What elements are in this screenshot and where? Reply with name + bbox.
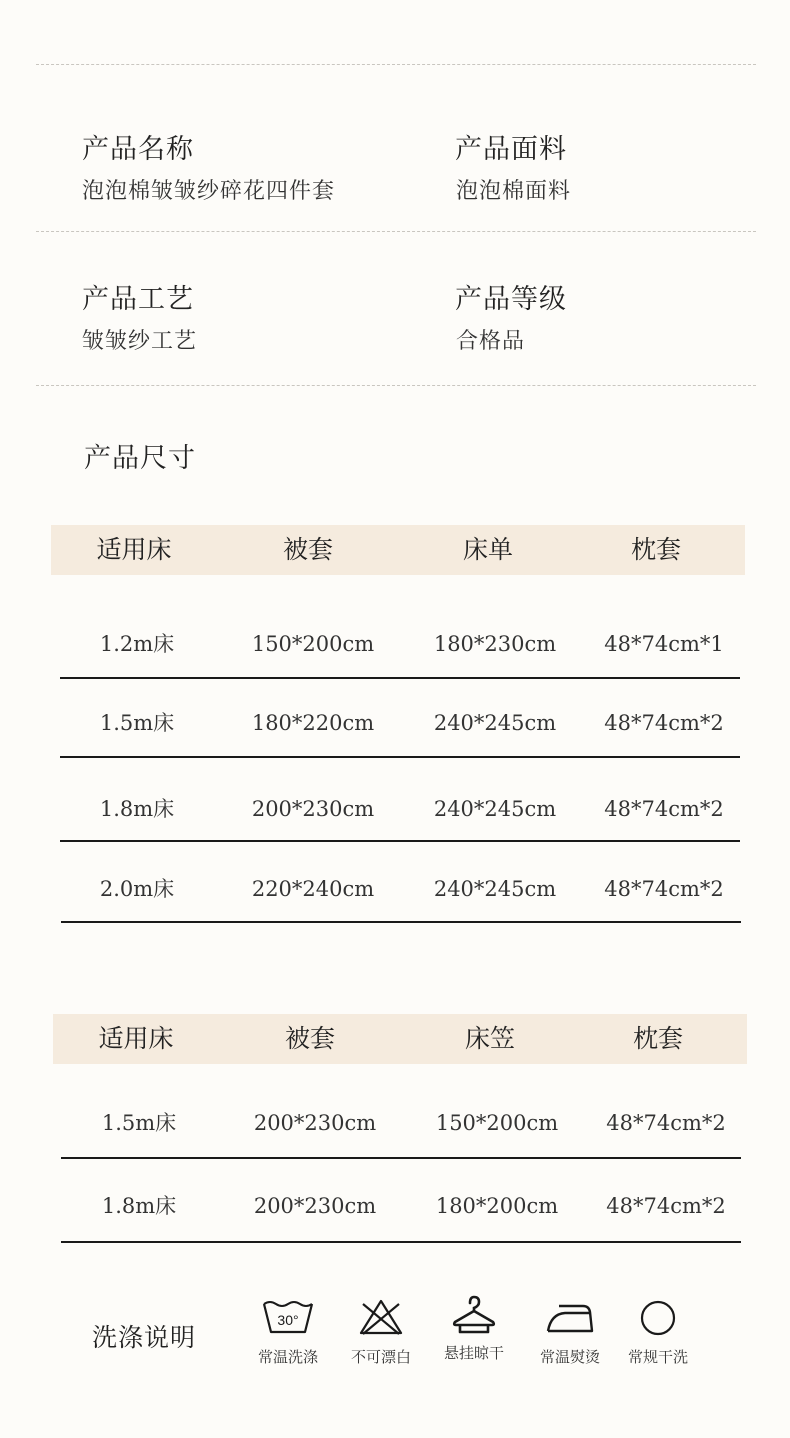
product-grade-label: 产品等级 <box>455 284 567 315</box>
product-grade-value: 合格品 <box>456 329 526 354</box>
table-cell: 150*200cm <box>435 1111 559 1135</box>
product-craft-value: 皱皱纱工艺 <box>82 329 198 354</box>
table-cell: 48*74cm*2 <box>606 1194 726 1218</box>
row-rule <box>61 1157 741 1159</box>
product-fabric-label: 产品面料 <box>455 134 567 165</box>
size-table-2-header <box>53 1014 747 1064</box>
no-bleach-icon <box>357 1298 405 1336</box>
table-cell: 1.8m床 <box>99 797 175 821</box>
care-title: 洗涤说明 <box>92 1323 197 1352</box>
table-header-cell: 被套 <box>284 1024 335 1053</box>
table-row <box>51 869 745 909</box>
dry-clean-icon <box>637 1298 679 1336</box>
table-cell: 150*200cm <box>251 632 375 656</box>
care-item-hang-dry <box>429 1298 519 1363</box>
table-cell: 180*230cm <box>433 632 557 656</box>
table-cell: 200*230cm <box>253 1194 377 1218</box>
table-row <box>51 703 745 743</box>
table-header-cell: 床笠 <box>464 1024 515 1053</box>
table-header-cell: 适用床 <box>96 535 172 564</box>
table-cell: 240*245cm <box>433 797 557 821</box>
care-item-no-bleach <box>336 1298 426 1367</box>
table-cell: 1.5m床 <box>99 711 175 735</box>
row-rule <box>60 756 740 758</box>
table-cell: 180*220cm <box>251 711 375 735</box>
table-header-cell: 枕套 <box>630 535 681 564</box>
table-cell: 180*200cm <box>435 1194 559 1218</box>
divider-1 <box>36 231 756 232</box>
care-label: 不可漂白 <box>350 1348 411 1366</box>
product-name-value: 泡泡棉皱皱纱碎花四件套 <box>82 179 336 204</box>
wash-30-icon <box>261 1298 315 1336</box>
hang-dry-icon <box>452 1294 496 1336</box>
divider-top <box>36 64 756 65</box>
table-cell: 48*74cm*1 <box>604 632 724 656</box>
care-item-iron <box>525 1298 615 1367</box>
care-item-dry-clean <box>613 1298 703 1367</box>
table-cell: 48*74cm*2 <box>604 711 724 735</box>
table-row <box>53 1186 747 1226</box>
table-header-cell: 枕套 <box>632 1024 683 1053</box>
row-rule <box>60 677 740 679</box>
table-cell: 200*230cm <box>251 797 375 821</box>
care-label: 常温洗涤 <box>257 1348 318 1366</box>
row-rule <box>60 840 740 842</box>
table-header-cell: 床单 <box>462 535 513 564</box>
table-cell: 1.8m床 <box>101 1194 177 1218</box>
care-label: 常规干洗 <box>627 1348 688 1366</box>
divider-2 <box>36 385 756 386</box>
table-cell: 48*74cm*2 <box>606 1111 726 1135</box>
size-table-1-header <box>51 525 745 575</box>
table-cell: 220*240cm <box>251 877 375 901</box>
table-cell: 48*74cm*2 <box>604 877 724 901</box>
size-section-title: 产品尺寸 <box>84 443 196 474</box>
row-rule <box>61 921 741 923</box>
table-cell: 48*74cm*2 <box>604 797 724 821</box>
table-cell: 1.2m床 <box>99 632 175 656</box>
iron-icon <box>545 1298 595 1336</box>
care-label: 常温熨烫 <box>539 1348 600 1366</box>
table-cell: 240*245cm <box>433 711 557 735</box>
table-header-cell: 适用床 <box>98 1024 174 1053</box>
table-row <box>51 624 745 664</box>
row-rule <box>61 1241 741 1243</box>
wash-temp-text: 30° <box>277 1312 299 1328</box>
table-header-cell: 被套 <box>282 535 333 564</box>
table-cell: 200*230cm <box>253 1111 377 1135</box>
table-row <box>51 789 745 829</box>
product-fabric-value: 泡泡棉面料 <box>456 179 572 204</box>
table-row <box>53 1103 747 1143</box>
care-label: 悬挂晾干 <box>443 1344 504 1362</box>
table-cell: 2.0m床 <box>99 877 175 901</box>
table-cell: 240*245cm <box>433 877 557 901</box>
care-item-wash <box>243 1298 333 1367</box>
table-cell: 1.5m床 <box>101 1111 177 1135</box>
product-name-label: 产品名称 <box>82 134 194 165</box>
product-craft-label: 产品工艺 <box>82 284 194 315</box>
